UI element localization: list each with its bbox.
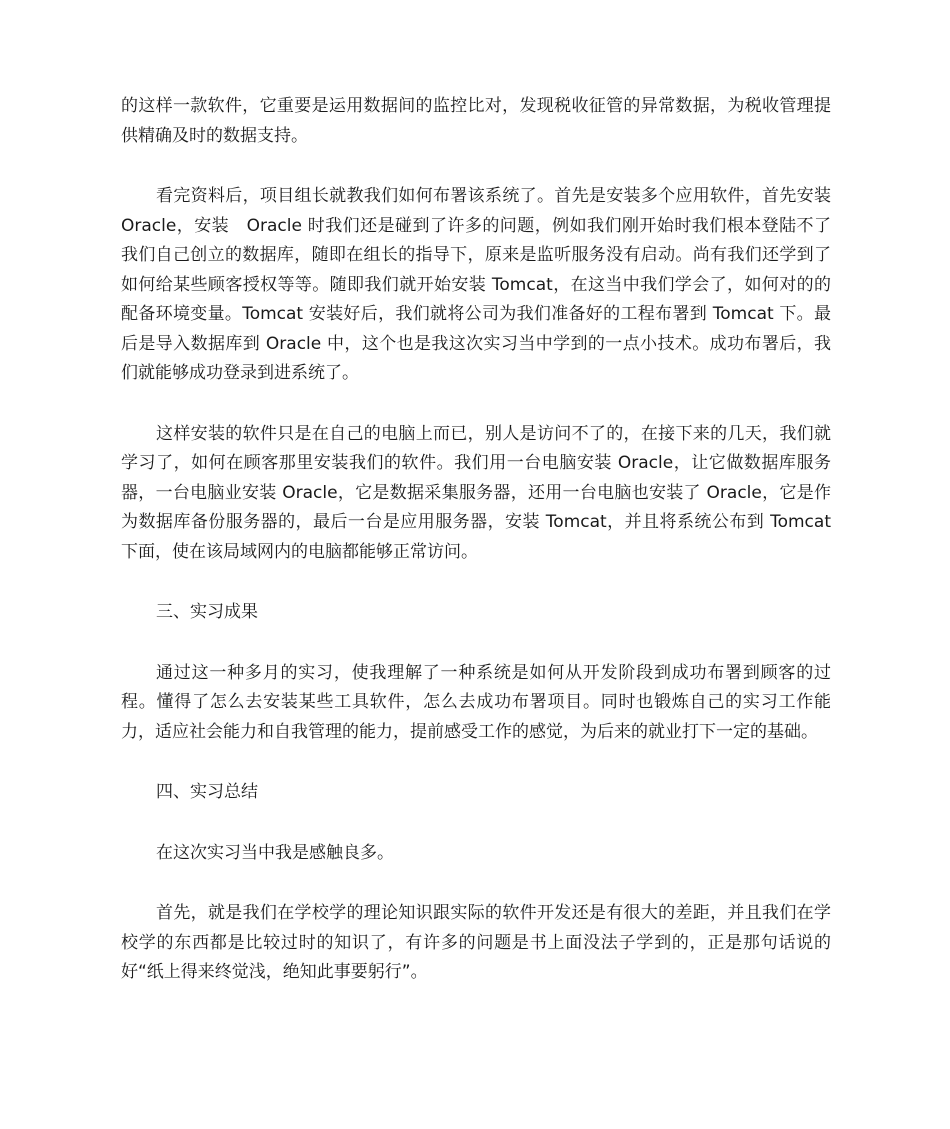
section-heading-summary: 四、实习总结: [156, 782, 258, 802]
paragraph-results: 通过这一种多月的实习，使我理解了一种系统是如何从开发阶段到成功布署到顾客的过程。懂得了怎么去安装某些工具软件，怎么去成功布署项目。同时也锻炼自己的实习工作能力，适应社会能力和自我管理的能力，提前感受工作的感觉，为后来的就业打下一定的基础。: [121, 662, 831, 742]
paragraph-client-deployment: 这样安装的软件只是在自己的电脑上而已，别人是访问不了的，在接下来的几天，我们就学习了，如何在顾客那里安装我们的软件。我们用一台电脑安装 Oracle，让它做数据库服务器，一台电脑业安装 Oracle，它是数据采集服务器，还用一台电脑也安装了 Oracle，它是作为数据库备份服务器的，最后一台是应用服务器，安装 Tomcat，并且将系统公布到 Tomcat 下面，使在该局域网内的电脑都能够正常访问。: [121, 423, 831, 562]
section-heading-results: 三、实习成果: [156, 602, 258, 622]
paragraph-installation: 看完资料后，项目组长就教我们如何布署该系统了。首先是安装多个应用软件，首先安装 Oracle，安装 Oracle 时我们还是碰到了许多的问题，例如我们刚开始时我们根本登陆不了我们自己创立的数据库，随即在组长的指导下，原来是监听服务没有启动。尚有我们还学到了如何给某些顾客授权等等。随即我们就开始安装 Tomcat，在这当中我们学会了，如何对的的配备环境变量。Tomcat 安装好后，我们就将公司为我们准备好的工程布署到 Tomcat 下。最后是导入数据库到 Oracle 中，这个也是我这次实习当中学到的一点小技术。成功布署后，我们就能够成功登录到进系统了。: [121, 186, 831, 383]
document-body: [121, 92, 831, 1019]
paragraph-summary-intro: 在这次实习当中我是感触良多。: [156, 842, 394, 863]
paragraph-intro-continuation: 的这样一款软件，它重要是运用数据间的监控比对，发现税收征管的异常数据，为税收管理提供精确及时的数据支持。: [121, 96, 831, 146]
paragraph-summary-first: 首先，就是我们在学校学的理论知识跟实际的软件开发还是有很大的差距，并且我们在学校学的东西都是比较过时的知识了，有许多的问题是书上面没法子学到的，正是那句话说的好“纸上得来终觉浅，绝知此事要躬行”。: [121, 903, 831, 982]
